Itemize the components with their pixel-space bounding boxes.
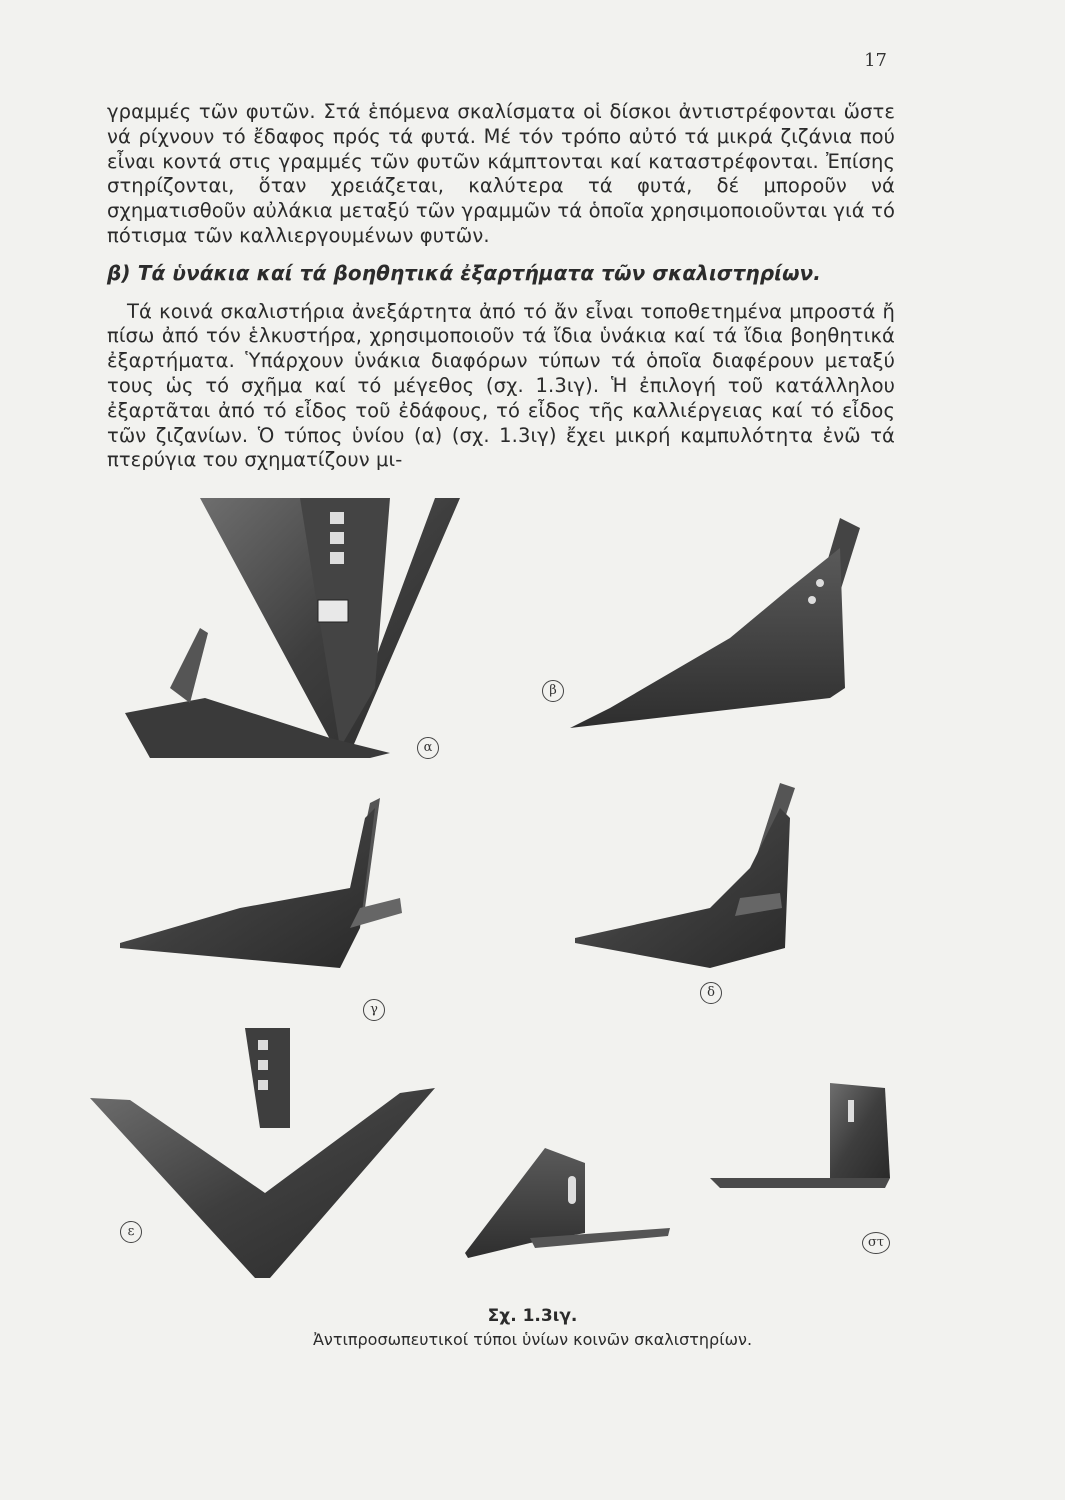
shovel-delta-icon (575, 783, 795, 968)
figure-label-delta: δ (700, 982, 722, 1004)
figure-caption-text: Ἀντιπροσωπευτικοί τύποι ὑνίων κοινῶν σκαλιστηρίων. (312, 1330, 753, 1349)
figure-label-alpha: α (417, 737, 439, 759)
shovel-gamma-icon (120, 798, 402, 968)
figure-label-stigma: στ (862, 1232, 890, 1254)
shovel-stigma-icon (465, 1083, 890, 1258)
shovel-epsilon-icon (90, 1028, 435, 1278)
figure-label-gamma: γ (363, 999, 385, 1021)
figure-label-epsilon: ε (120, 1221, 142, 1243)
figure-caption-number: Σχ. 1.3ιγ. (487, 1306, 578, 1326)
body-text (107, 100, 895, 473)
figure-label-beta: β (542, 680, 564, 702)
shovel-illustrations (90, 488, 910, 1288)
paragraph-2: Τά κοινά σκαλιστήρια ἀνεξάρτητα ἀπό τό ἄν εἶναι τοποθετημένα μπροστά ἤ πίσω ἀπό τόν ἑλκυστήρα, χρησιμοποιοῦν τά ἴδια ὑνάκια καί τά ἴδια βοηθητικά ἐξαρτήματα. Ὑπάρχουν ὑνάκια διαφόρων τύπων τά ὁποῖα διαφέρουν μεταξύ τους ὡς τό σχῆμα καί τό μέγεθος (σχ. 1.3ιγ). Ἡ ἐπιλογή τοῦ κατάλληλου ἐξαρτᾶται ἀπό τό εἶδος τοῦ ἐδάφους, τό εἶδος τῆς καλλιέργειας καί τό εἶδος τῶν ζιζανίων. Ὁ τύπος ὑνίου (α) (σχ. 1.3ιγ) ἔχει μικρή καμπυλότητα ἐνῶ τά πτερύγια του σχηματίζουν μι- (107, 299, 895, 472)
section-heading: β) Τά ὑνάκια καί τά βοηθητικά ἐξαρτήματα τῶν σκαλιστηρίων. (107, 260, 821, 285)
figure-shovel-types (90, 488, 910, 1288)
page-number: 17 (864, 50, 887, 71)
paragraph-1: γραμμές τῶν φυτῶν. Στά ἑπόμενα σκαλίσματα οἱ δίσκοι ἀντιστρέφονται ὥστε νά ρίχνουν τό ἔδαφος πρός τά φυτά. Μέ τόν τρόπο αὐτό τά μικρά ζιζάνια πού εἶναι κοντά στις γραμμές τῶν φυτῶν κάμπτονται καί καταστρέφονται. Ἐπίσης στηρίζονται, ὅταν χρειάζεται, καλύτερα τά φυτά, δέ μποροῦν νά σχηματισθοῦν αὐλάκια μεταξύ τῶν γραμμῶν τά ὁποῖα χρησιμοποιοῦνται γιά τό πότισμα τῶν καλλιεργουμένων φυτῶν. (107, 100, 895, 247)
shovel-alpha-icon (125, 498, 460, 758)
shovel-beta-icon (570, 518, 860, 728)
